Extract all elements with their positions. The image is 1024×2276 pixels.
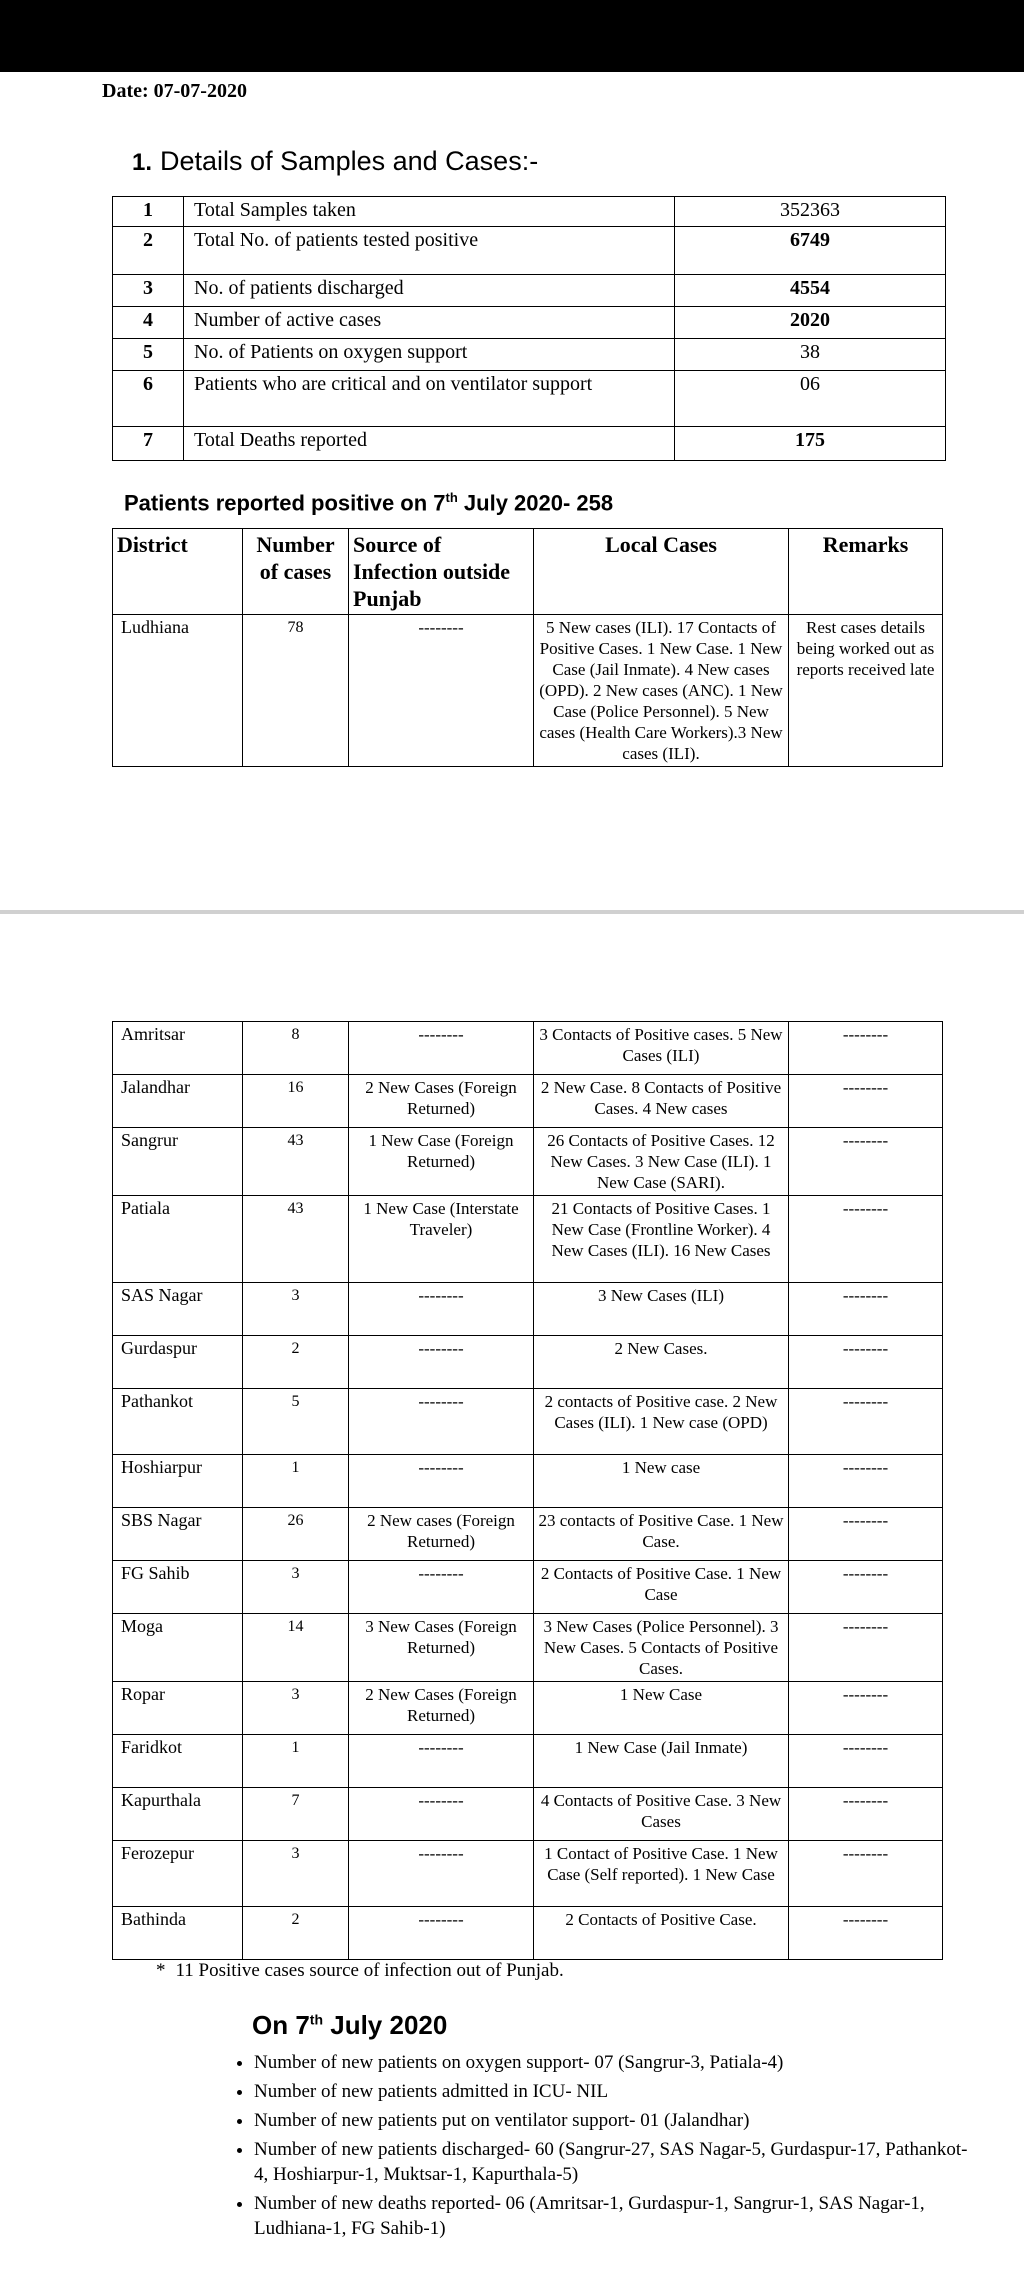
- row-cases: 78: [243, 615, 349, 767]
- row-source: 1 New Case (Interstate Traveler): [349, 1196, 534, 1283]
- row-district: Patiala: [113, 1196, 243, 1283]
- row-source: --------: [349, 1735, 534, 1788]
- summary-row-number: 6: [113, 371, 184, 427]
- row-cases: 14: [243, 1614, 349, 1682]
- row-remarks: --------: [789, 1283, 943, 1336]
- row-source: --------: [349, 1455, 534, 1508]
- row-local: 23 contacts of Positive Case. 1 New Case.: [534, 1508, 789, 1561]
- row-local: 3 New Cases (ILI): [534, 1283, 789, 1336]
- list-item: • Number of new patients admitted in ICU- NIL: [254, 2079, 974, 2104]
- row-district: Amritsar: [113, 1022, 243, 1075]
- table-row: [113, 1283, 943, 1336]
- row-district: SBS Nagar: [113, 1508, 243, 1561]
- summary-row: [113, 275, 946, 307]
- row-remarks: --------: [789, 1336, 943, 1389]
- row-local: 3 Contacts of Positive cases. 5 New Cases (ILI): [534, 1022, 789, 1075]
- summary-row-number: 4: [113, 307, 184, 339]
- on-title-sup: th: [309, 2011, 324, 2028]
- summary-row-number: 2: [113, 227, 184, 275]
- summary-row-number: 5: [113, 339, 184, 371]
- row-district: Ludhiana: [113, 615, 243, 767]
- table-row: [113, 1022, 943, 1075]
- table-row: [113, 1336, 943, 1389]
- row-cases: 16: [243, 1075, 349, 1128]
- row-district: Ferozepur: [113, 1841, 243, 1907]
- table-row: [113, 1841, 943, 1907]
- table-row: [113, 1128, 943, 1196]
- row-district: Hoshiarpur: [113, 1455, 243, 1508]
- table-row: [113, 1682, 943, 1735]
- row-remarks: --------: [789, 1735, 943, 1788]
- footnote: [156, 1960, 564, 1982]
- row-local: 1 Contact of Positive Case. 1 New Case (Self reported). 1 New Case: [534, 1841, 789, 1907]
- row-cases: 3: [243, 1682, 349, 1735]
- row-remarks: --------: [789, 1907, 943, 1960]
- row-remarks: --------: [789, 1841, 943, 1907]
- list-item: • Number of new patients put on ventilator support- 01 (Jalandhar): [254, 2108, 974, 2133]
- table-row: [113, 1735, 943, 1788]
- row-local: 2 Contacts of Positive Case.: [534, 1907, 789, 1960]
- row-source: --------: [349, 1841, 534, 1907]
- district-table-header: [113, 529, 943, 615]
- summary-row: [113, 371, 946, 427]
- row-source: --------: [349, 1283, 534, 1336]
- table-row: [113, 615, 943, 767]
- row-district: Ropar: [113, 1682, 243, 1735]
- section-number: 1.: [132, 149, 153, 176]
- row-remarks: --------: [789, 1455, 943, 1508]
- summary-row-value: 352363: [675, 197, 946, 227]
- summary-row: [113, 427, 946, 461]
- district-table-continued: [112, 1021, 943, 1960]
- row-source: 2 New Cases (Foreign Returned): [349, 1682, 534, 1735]
- row-remarks: --------: [789, 1389, 943, 1455]
- row-district: Pathankot: [113, 1389, 243, 1455]
- summary-row-label: Total Deaths reported: [184, 427, 675, 461]
- row-district: SAS Nagar: [113, 1283, 243, 1336]
- list-item: • Number of new patients on oxygen support- 07 (Sangrur-3, Patiala-4): [254, 2050, 974, 2075]
- row-cases: 26: [243, 1508, 349, 1561]
- table-row: [113, 1614, 943, 1682]
- row-local: 2 New Case. 8 Contacts of Positive Cases. 4 New cases: [534, 1075, 789, 1128]
- row-cases: 1: [243, 1735, 349, 1788]
- row-district: Jalandhar: [113, 1075, 243, 1128]
- list-item: • Number of new deaths reported- 06 (Amritsar-1, Gurdaspur-1, Sangrur-1, SAS Nagar-1, Ludhiana-1, FG Sahib-1): [254, 2191, 974, 2241]
- row-local: 21 Contacts of Positive Cases. 1 New Case (Frontline Worker). 4 New Cases (ILI). 16 New Cases: [534, 1196, 789, 1283]
- row-remarks: --------: [789, 1788, 943, 1841]
- row-source: 2 New Cases (Foreign Returned): [349, 1075, 534, 1128]
- summary-row-value: 4554: [675, 275, 946, 307]
- row-source: --------: [349, 1389, 534, 1455]
- row-local: 26 Contacts of Positive Cases. 12 New Cases. 3 New Case (ILI). 1 New Case (SARI).: [534, 1128, 789, 1196]
- table-row: [113, 1788, 943, 1841]
- summary-row: [113, 307, 946, 339]
- summary-row-number: 1: [113, 197, 184, 227]
- row-remarks: --------: [789, 1508, 943, 1561]
- row-source: 2 New cases (Foreign Returned): [349, 1508, 534, 1561]
- row-source: 1 New Case (Foreign Returned): [349, 1128, 534, 1196]
- footnote-star: *: [156, 1960, 166, 1981]
- positive-title-pre: Patients reported positive on 7: [124, 490, 446, 516]
- footnote-text: 11 Positive cases source of infection out of Punjab.: [175, 1960, 564, 1981]
- row-cases: 2: [243, 1336, 349, 1389]
- row-remarks: --------: [789, 1561, 943, 1614]
- summary-row-label: Total No. of patients tested positive: [184, 227, 675, 275]
- row-remarks: Rest cases details being worked out as reports received late: [789, 615, 943, 767]
- row-district: Bathinda: [113, 1907, 243, 1960]
- row-remarks: --------: [789, 1128, 943, 1196]
- row-cases: 43: [243, 1196, 349, 1283]
- row-local: 3 New Cases (Police Personnel). 3 New Cases. 5 Contacts of Positive Cases.: [534, 1614, 789, 1682]
- header-cases: Number of cases: [243, 529, 349, 615]
- on-title-post: July 2020: [323, 2010, 448, 2040]
- row-source: --------: [349, 615, 534, 767]
- on-title-pre: On 7: [252, 2010, 310, 2040]
- summary-table: [112, 196, 946, 461]
- summary-row-value: 06: [675, 371, 946, 427]
- row-remarks: --------: [789, 1022, 943, 1075]
- row-source: --------: [349, 1907, 534, 1960]
- summary-row-value: 6749: [675, 227, 946, 275]
- daily-summary-list: [222, 2050, 974, 2245]
- table-row: [113, 1196, 943, 1283]
- row-district: Sangrur: [113, 1128, 243, 1196]
- list-item: • Number of new patients discharged- 60 (Sangrur-27, SAS Nagar-5, Gurdaspur-17, Pathankot-4, Hoshiarpur-1, Muktsar-1, Kapurthala-5): [254, 2137, 974, 2187]
- row-remarks: --------: [789, 1614, 943, 1682]
- row-local: 4 Contacts of Positive Case. 3 New Cases: [534, 1788, 789, 1841]
- row-district: Gurdaspur: [113, 1336, 243, 1389]
- daily-summary-title: [252, 2010, 447, 2041]
- district-rows: [113, 1022, 943, 1960]
- table-row: [113, 1075, 943, 1128]
- top-black-bar: [0, 0, 1024, 72]
- summary-row-value: 2020: [675, 307, 946, 339]
- row-remarks: --------: [789, 1075, 943, 1128]
- summary-row-value: 175: [675, 427, 946, 461]
- row-cases: 1: [243, 1455, 349, 1508]
- row-district: Faridkot: [113, 1735, 243, 1788]
- row-district: Moga: [113, 1614, 243, 1682]
- row-source: --------: [349, 1022, 534, 1075]
- summary-row: [113, 339, 946, 371]
- row-cases: 3: [243, 1841, 349, 1907]
- row-cases: 7: [243, 1788, 349, 1841]
- header-district: District: [113, 529, 243, 615]
- summary-row-label: Total Samples taken: [184, 197, 675, 227]
- row-district: Kapurthala: [113, 1788, 243, 1841]
- section-title: [132, 146, 538, 177]
- summary-row: [113, 197, 946, 227]
- row-source: --------: [349, 1336, 534, 1389]
- row-cases: 5: [243, 1389, 349, 1455]
- row-cases: 43: [243, 1128, 349, 1196]
- row-local: 5 New cases (ILI). 17 Contacts of Positive Cases. 1 New Case. 1 New Case (Jail Inmate). 4 New cases (OPD). 2 New cases (ANC). 1 New Case (Police Personnel). 5 New cases (Health Care Workers).3 New cases (ILI).: [534, 615, 789, 767]
- row-cases: 3: [243, 1561, 349, 1614]
- summary-row: [113, 227, 946, 275]
- row-remarks: --------: [789, 1682, 943, 1735]
- summary-row-value: 38: [675, 339, 946, 371]
- table-row: [113, 1389, 943, 1455]
- summary-row-number: 3: [113, 275, 184, 307]
- row-cases: 3: [243, 1283, 349, 1336]
- section-title-text: Details of Samples and Cases:-: [160, 146, 539, 176]
- row-source: --------: [349, 1788, 534, 1841]
- summary-row-label: No. of Patients on oxygen support: [184, 339, 675, 371]
- table-row: [113, 1508, 943, 1561]
- table-row: [113, 1907, 943, 1960]
- row-cases: 2: [243, 1907, 349, 1960]
- row-remarks: --------: [789, 1196, 943, 1283]
- report-date: Date: 07-07-2020: [102, 80, 247, 102]
- row-source: 3 New Cases (Foreign Returned): [349, 1614, 534, 1682]
- row-district: FG Sahib: [113, 1561, 243, 1614]
- row-local: 1 New Case: [534, 1682, 789, 1735]
- positive-title-sup: th: [445, 490, 458, 505]
- positive-cases-title: [124, 490, 613, 516]
- row-local: 1 New Case (Jail Inmate): [534, 1735, 789, 1788]
- row-local: 1 New case: [534, 1455, 789, 1508]
- positive-title-post: July 2020- 258: [457, 490, 614, 516]
- summary-row-label: No. of patients discharged: [184, 275, 675, 307]
- summary-row-number: 7: [113, 427, 184, 461]
- row-local: 2 contacts of Positive case. 2 New Cases (ILI). 1 New case (OPD): [534, 1389, 789, 1455]
- row-local: 2 Contacts of Positive Case. 1 New Case: [534, 1561, 789, 1614]
- header-source: Source of Infection outside Punjab: [349, 529, 534, 615]
- header-local: Local Cases: [534, 529, 789, 615]
- summary-row-label: Number of active cases: [184, 307, 675, 339]
- district-table-top: [112, 528, 943, 767]
- row-source: --------: [349, 1561, 534, 1614]
- table-row: [113, 1455, 943, 1508]
- summary-row-label: Patients who are critical and on ventilator support: [184, 371, 675, 427]
- header-remarks: Remarks: [789, 529, 943, 615]
- row-cases: 8: [243, 1022, 349, 1075]
- row-local: 2 New Cases.: [534, 1336, 789, 1389]
- table-row: [113, 1561, 943, 1614]
- page-separator: [0, 910, 1024, 914]
